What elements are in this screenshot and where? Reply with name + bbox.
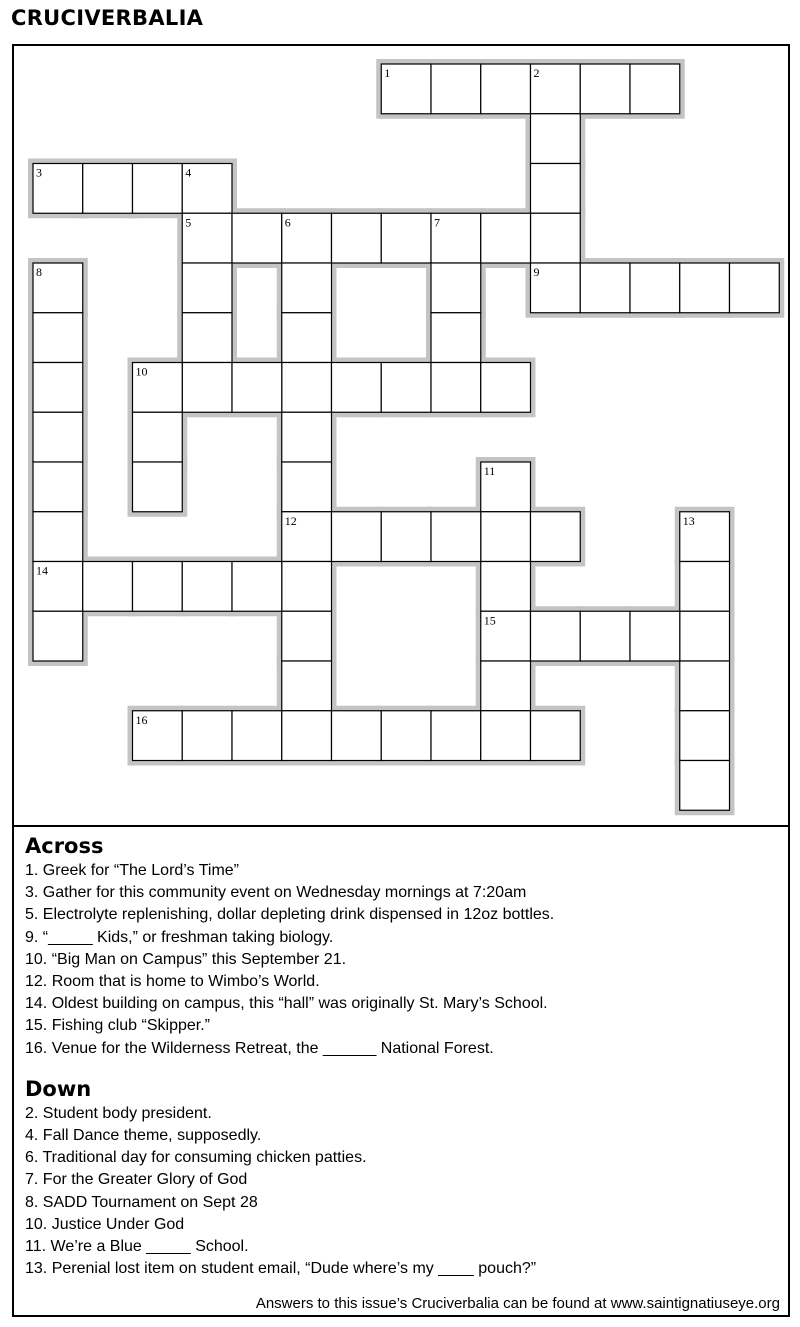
grid-cell[interactable] — [531, 114, 581, 164]
grid-cell[interactable] — [481, 64, 531, 114]
grid-cell[interactable] — [381, 711, 431, 761]
clue-number: 8 — [36, 265, 42, 279]
clue-number: 2 — [533, 66, 540, 80]
grid-cell[interactable] — [282, 363, 332, 413]
grid-cell[interactable] — [133, 462, 183, 512]
across-clue: 16. Venue for the Wilderness Retreat, the ______ National Forest. — [25, 1039, 494, 1057]
grid-cell[interactable] — [481, 711, 531, 761]
grid-cell[interactable] — [232, 562, 282, 612]
grid-cell[interactable] — [630, 64, 680, 114]
across-clue: 14. Oldest building on campus, this “hall” was originally St. Mary’s School. — [25, 995, 548, 1013]
puzzle-title: CRUCIVERBALIA — [11, 6, 204, 30]
clue-number: 15 — [483, 613, 496, 628]
grid-cell[interactable] — [33, 363, 83, 413]
grid-cell[interactable] — [431, 512, 481, 562]
grid-cell[interactable] — [182, 711, 232, 761]
across-heading: Across — [25, 834, 104, 858]
across-clue: 1. Greek for “The Lord’s Time” — [25, 862, 239, 879]
grid-cell[interactable] — [381, 363, 431, 413]
clue-number: 3 — [36, 165, 42, 180]
grid-cell[interactable] — [680, 761, 730, 811]
grid-cell[interactable] — [531, 213, 581, 263]
grid-cell[interactable] — [282, 611, 332, 661]
down-clue: 13. Perenial lost item on student email, “Dude where’s my ____ pouch?” — [25, 1260, 537, 1278]
grid-cell[interactable] — [182, 363, 232, 413]
grid-cell[interactable] — [481, 512, 531, 562]
grid-cell[interactable] — [33, 512, 83, 562]
grid-cell[interactable] — [580, 64, 630, 114]
grid-cell[interactable] — [381, 213, 431, 263]
grid-cell[interactable] — [680, 661, 730, 711]
grid-cell[interactable] — [481, 661, 531, 711]
grid-cell[interactable] — [83, 164, 133, 214]
across-clue: 15. Fishing club “Skipper.” — [25, 1017, 210, 1035]
grid-cell[interactable] — [282, 711, 332, 761]
clue-number: 14 — [36, 563, 48, 578]
grid-cell[interactable] — [282, 661, 332, 711]
across-clue: 9. “_____ Kids,” or freshman taking biology. — [25, 928, 334, 946]
grid-cell[interactable] — [232, 213, 282, 263]
across-clue: 12. Room that is home to Wimbo’s World. — [25, 973, 320, 991]
grid-cell[interactable] — [431, 313, 481, 363]
down-heading: Down — [25, 1076, 92, 1101]
section-divider — [12, 825, 790, 827]
grid-cell[interactable] — [133, 412, 183, 462]
clue-number: 6 — [284, 215, 291, 230]
grid-cell[interactable] — [282, 263, 332, 313]
grid-cell[interactable] — [431, 711, 481, 761]
grid-cell[interactable] — [431, 263, 481, 313]
grid-cell[interactable] — [680, 611, 730, 661]
clue-number: 5 — [185, 215, 192, 230]
grid-cell[interactable] — [481, 562, 531, 612]
down-clue: 10. Justice Under God — [25, 1215, 185, 1233]
grid-cell[interactable] — [33, 313, 83, 363]
down-clue: 8. SADD Tournament on Sept 28 — [25, 1193, 258, 1211]
grid-cell[interactable] — [630, 611, 680, 661]
grid-cell[interactable] — [232, 711, 282, 761]
grid-cell[interactable] — [431, 64, 481, 114]
grid-cell[interactable] — [431, 363, 481, 413]
grid-cell[interactable] — [33, 412, 83, 462]
down-clue: 2. Student body president. — [25, 1104, 212, 1122]
grid-cell[interactable] — [332, 213, 382, 263]
grid-cell[interactable] — [282, 313, 332, 363]
grid-cell[interactable] — [680, 711, 730, 761]
grid-cell[interactable] — [381, 512, 431, 562]
grid-cell[interactable] — [680, 562, 730, 612]
grid-cell[interactable] — [531, 512, 581, 562]
clue-number: 10 — [135, 364, 148, 379]
grid-cell[interactable] — [332, 711, 382, 761]
grid-cell[interactable] — [680, 263, 730, 313]
grid-cells — [33, 64, 779, 810]
clues-panel — [25, 832, 780, 1280]
clue-number: 12 — [284, 513, 297, 528]
grid-cell[interactable] — [580, 263, 630, 313]
grid-cell[interactable] — [481, 363, 531, 413]
grid-cell[interactable] — [83, 562, 133, 612]
across-clue-list — [25, 860, 780, 1060]
across-clue: 3. Gather for this community event on Wednesday mornings at 7:20am — [25, 884, 527, 902]
grid-cell[interactable] — [232, 363, 282, 413]
grid-cell[interactable] — [531, 711, 581, 761]
grid-cell[interactable] — [182, 313, 232, 363]
grid-cell[interactable] — [182, 263, 232, 313]
across-clue: 10. “Big Man on Campus” this September 21. — [25, 950, 347, 968]
grid-cell[interactable] — [580, 611, 630, 661]
clue-number: 11 — [483, 464, 496, 478]
clue-number: 1 — [384, 66, 391, 80]
grid-cell[interactable] — [332, 363, 382, 413]
grid-cell[interactable] — [531, 611, 581, 661]
clue-number: 13 — [682, 513, 695, 528]
grid-cell[interactable] — [730, 263, 780, 313]
grid-cell[interactable] — [531, 164, 581, 214]
grid-cell[interactable] — [630, 263, 680, 313]
grid-cell[interactable] — [282, 462, 332, 512]
clue-number: 16 — [135, 712, 148, 727]
grid-cell[interactable] — [133, 164, 183, 214]
grid-cell[interactable] — [182, 562, 232, 612]
grid-cell[interactable] — [282, 562, 332, 612]
clue-number: 9 — [533, 265, 540, 279]
down-clue: 6. Traditional day for consuming chicken patties. — [25, 1149, 367, 1167]
grid-cell[interactable] — [282, 412, 332, 462]
down-clue-list — [25, 1103, 780, 1281]
grid-cell[interactable] — [133, 562, 183, 612]
grid-cell[interactable] — [481, 213, 531, 263]
clue-number: 7 — [434, 215, 440, 230]
down-clue: 7. For the Greater Glory of God — [25, 1171, 248, 1189]
answers-footer: Answers to this issue’s Cruciverbalia can be found at www.saintignatiuseye.org — [255, 1295, 780, 1312]
down-clue: 4. Fall Dance theme, supposedly. — [25, 1127, 262, 1145]
down-clue: 11. We’re a Blue _____ School. — [25, 1238, 249, 1256]
clue-number: 4 — [185, 165, 192, 180]
across-clue: 5. Electrolyte replenishing, dollar depleting drink dispensed in 12oz bottles. — [25, 906, 555, 924]
grid-cell[interactable] — [33, 462, 83, 512]
grid-cell[interactable] — [332, 512, 382, 562]
grid-cell[interactable] — [33, 611, 83, 661]
